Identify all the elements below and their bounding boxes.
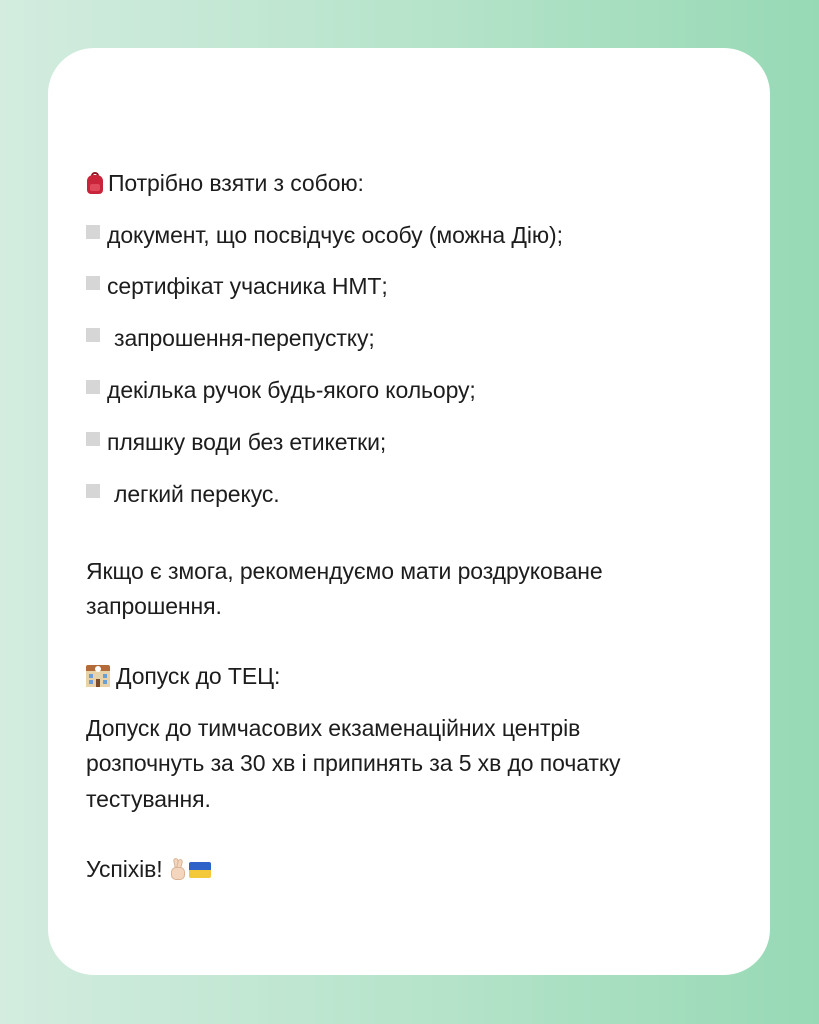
bring-heading-text: Потрібно взяти з собою: <box>108 170 364 196</box>
list-item <box>86 479 280 509</box>
list-item-text: декілька ручок будь-якого кольору; <box>107 377 476 403</box>
info-card <box>48 48 770 975</box>
bullet-square-icon <box>86 432 100 446</box>
list-item <box>86 427 386 457</box>
bring-heading <box>86 168 364 198</box>
list-item-text: запрошення-перепустку; <box>114 325 375 351</box>
list-item-text: пляшку води без етикетки; <box>107 429 387 455</box>
backpack-icon <box>86 172 104 194</box>
admission-heading <box>86 661 280 691</box>
closing-text: Успіхів! <box>86 856 163 882</box>
bullet-square-icon <box>86 380 100 394</box>
recommend-line-1: Якщо є змога, рекомендуємо мати роздруковане <box>86 558 603 584</box>
ukraine-flag-icon <box>189 862 211 878</box>
list-item <box>86 323 375 353</box>
admission-heading-text: Допуск до ТЕЦ: <box>116 663 281 689</box>
bullet-square-icon <box>86 328 100 342</box>
list-item-text: документ, що посвідчує особу (можна Дію); <box>107 222 563 248</box>
list-item-text: легкий перекус. <box>114 481 280 507</box>
list-item <box>86 375 476 405</box>
list-item-text: сертифікат учасника НМТ; <box>107 273 388 299</box>
admission-line-2: розпочнуть за 30 хв і припинять за 5 хв до початку <box>86 750 621 776</box>
bullet-square-icon <box>86 225 100 239</box>
bullet-square-icon <box>86 484 100 498</box>
bullet-square-icon <box>86 276 100 290</box>
admission-line-1: Допуск до тимчасових екзаменаційних центрів <box>86 715 581 741</box>
school-icon <box>86 665 110 687</box>
list-item <box>86 220 563 250</box>
recommend-line-2: запрошення. <box>86 593 222 619</box>
admission-line-3: тестування. <box>86 786 211 812</box>
list-item <box>86 271 388 301</box>
closing-line <box>86 854 215 884</box>
fingers-crossed-icon <box>169 858 187 880</box>
